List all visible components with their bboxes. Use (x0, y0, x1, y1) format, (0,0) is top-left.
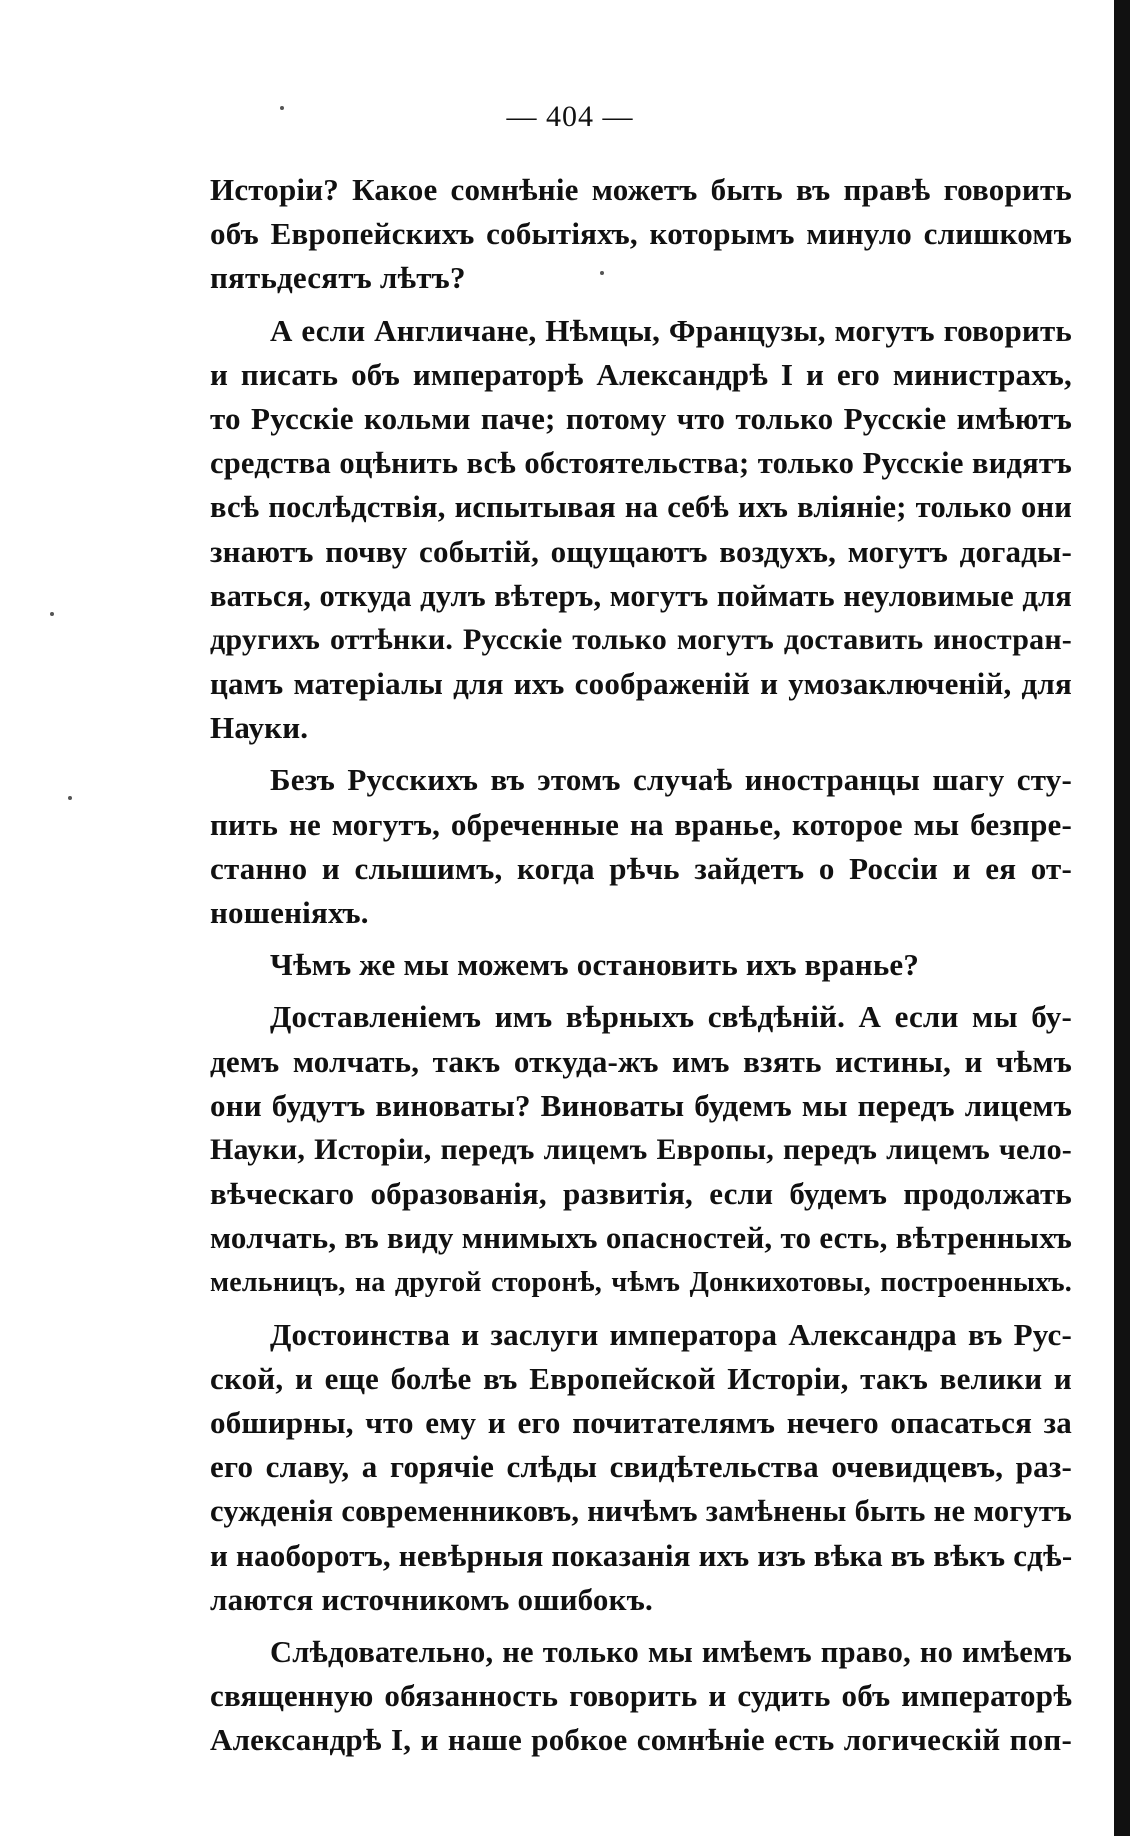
text-line: то Русскіе кольми паче; потому что только Русскіе имѣютъ (210, 400, 1072, 436)
text-line: лаются источникомъ ошибокъ. (210, 1581, 653, 1617)
text-line: ской, и еще болѣе въ Европейской Исторіи, такъ велики и (210, 1360, 1072, 1396)
text-line: обширны, что ему и его почитателямъ нечего опасаться за (210, 1405, 1072, 1441)
dust-speck (68, 796, 72, 800)
text-line: молчать, въ виду мнимыхъ опасностей, то есть, вѣтренныхъ (210, 1220, 1072, 1256)
text-line: другихъ оттѣнки. Русскіе только могутъ доставить иностран- (210, 622, 1072, 656)
text-line: пить не могутъ, обреченные на вранье, которое мы безпре- (210, 806, 1072, 842)
text-line: Доставленіемъ имъ вѣрныхъ свѣдѣній. А если мы бу- (270, 999, 1072, 1035)
text-line: ношеніяхъ. (210, 895, 369, 930)
text-line: Чѣмъ же мы можемъ остановить ихъ вранье? (270, 947, 920, 983)
page-number: — 404 — (506, 100, 634, 133)
scan-edge-shadow (1114, 0, 1130, 1836)
text-line: средства оцѣнить всѣ обстоятельства; только Русскіе видятъ (210, 446, 1072, 481)
dust-speck (50, 612, 54, 616)
text-line: цамъ матеріалы для ихъ соображеній и умозаключеній, для (210, 666, 1072, 702)
text-line: они будутъ виноваты? Виноваты будемъ мы передъ лицемъ (210, 1087, 1072, 1123)
text-line: Исторіи? Какое сомнѣніе можетъ быть въ правѣ говорить (210, 172, 1072, 207)
text-line: А если Англичане, Нѣмцы, Французы, могутъ говорить (270, 312, 1072, 348)
text-line: его славу, а горячіе слѣды свидѣтельства очевидцевъ, раз- (210, 1449, 1072, 1485)
text-line: священную обязанность говорить и судить объ императорѣ (210, 1678, 1072, 1714)
text-line: мельницъ, на другой сторонѣ, чѣмъ Донкихотовы, построенныхъ. (210, 1266, 1072, 1298)
text-line: сужденія современниковъ, ничѣмъ замѣнены быть не могутъ (210, 1494, 1072, 1529)
text-line: Достоинства и заслуги императора Александра въ Рус- (270, 1316, 1072, 1352)
text-line: ваться, откуда дулъ вѣтеръ, могутъ поймать неуловимые для (210, 578, 1072, 613)
text-line: знаютъ почву событій, ощущаютъ воздухъ, могутъ догады- (210, 533, 1072, 569)
text-line: демъ молчать, такъ откуда-жъ имъ взять истины, и чѣмъ (210, 1043, 1072, 1079)
text-line: Науки. (210, 710, 309, 746)
text-line: и писать объ императорѣ Александрѣ I и его министрахъ, (210, 356, 1072, 392)
text-line: вѣческаго образованія, развитія, если будемъ продолжать (210, 1176, 1072, 1212)
text-line: Науки, Исторіи, передъ лицемъ Европы, передъ лицемъ чело- (210, 1132, 1072, 1166)
text-line: пятьдесятъ лѣтъ? (210, 260, 466, 296)
text-line: объ Европейскихъ событіяхъ, которымъ минуло слишкомъ (210, 216, 1072, 252)
text-line: и наоборотъ, невѣрныя показанія ихъ изъ вѣка въ вѣкъ сдѣ- (210, 1537, 1073, 1573)
text-line: станно и слышимъ, когда рѣчь зайдетъ о Россіи и ея от- (210, 850, 1072, 886)
text-line: Слѣдовательно, не только мы имѣемъ право, но имѣемъ (270, 1635, 1072, 1669)
body-text (210, 168, 1072, 1763)
text-line: всѣ послѣдствія, испытывая на себѣ ихъ вліяніе; только они (210, 490, 1072, 525)
text-line: Безъ Русскихъ въ этомъ случаѣ иностранцы шагу сту- (270, 762, 1072, 798)
text-line: Александрѣ I, и наше робкое сомнѣніе есть логическій поп- (210, 1722, 1072, 1758)
